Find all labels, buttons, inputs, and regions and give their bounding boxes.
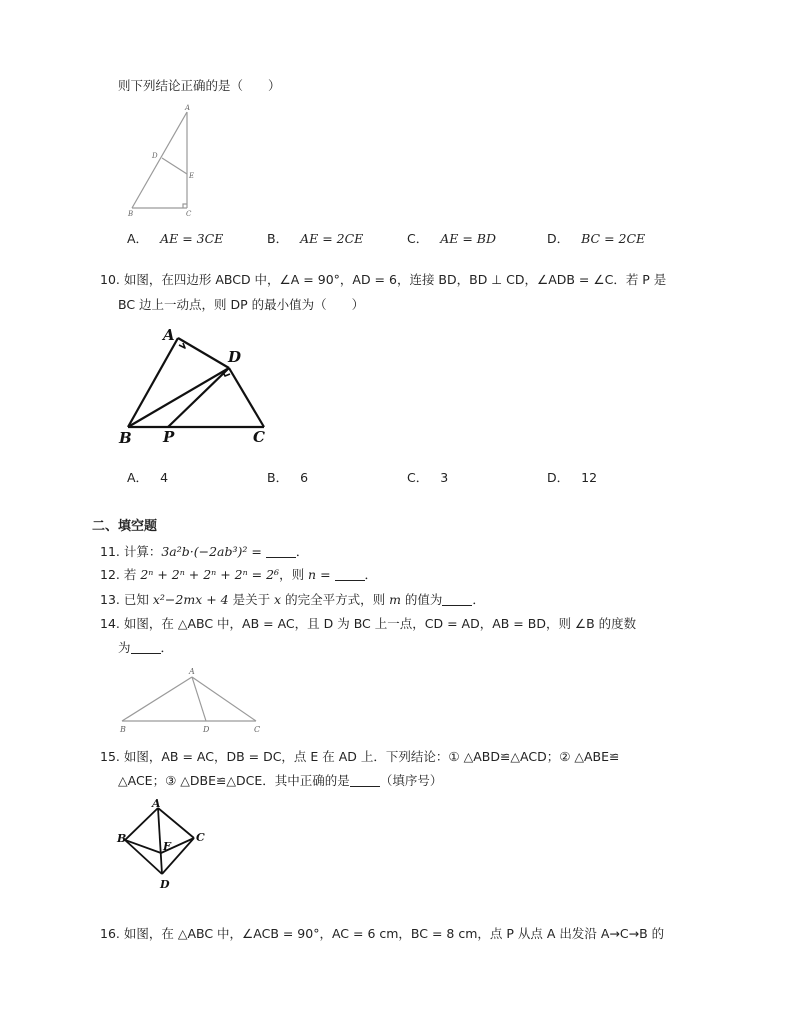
q15-line-bd [125,840,162,874]
q9-stem-tail: 则下列结论正确的是（ ） [118,78,281,93]
q14-blank[interactable] [131,641,161,654]
section-title-fill-in: 二、填空题 [92,519,158,534]
q10-label-a: A [163,326,175,344]
q10-line-dc [229,368,264,427]
q10-line1: 10. 如图，在四边形 ABCD 中，∠A = 90°，AD = 6，连接 BD，BD ⊥ CD，∠ADB = ∠C．若 P 是 [100,272,667,287]
q15-label-b: B [117,832,127,845]
q15-line-be [125,840,161,853]
q15-label-c: C [196,831,205,844]
q10-option-d: D． 12 [547,470,598,485]
q10-line2: BC 边上一动点，则 DP 的最小值为（ ） [118,297,365,312]
q15-label-e: E [163,840,172,853]
q14-line-ab [122,677,192,721]
q9-figure [122,104,208,222]
q15-line-ac [158,808,194,838]
q10-option-a: A． 4 [127,470,169,485]
q9-right-angle-mark [183,204,187,208]
q14-label-a: A [189,667,195,676]
q9-option-d: D． BC = 2CE [547,231,646,246]
q11-expr: 3a²b·(−2ab³)² = [161,544,262,559]
q14-figure [116,664,266,738]
q10-label-d: D [228,348,242,366]
q10-label-c: C [253,428,265,446]
q15-line2: △ACE；③ △DBE≌△DCE．其中正确的是 （填序号） [118,773,443,788]
q9-label-e: E [189,172,195,180]
q10-right-angle-a [179,343,185,348]
q11-suffix: ． [295,544,309,559]
q12: 12. 若 2ⁿ + 2ⁿ + 2ⁿ + 2ⁿ = 2⁶，则 n = ． [100,567,378,582]
q9-line-ab [132,112,187,208]
q10-right-angle-d [223,372,230,376]
q14-label-b: B [120,725,126,734]
q9-label-c: C [186,210,192,218]
q9-label-a: A [185,104,191,112]
q15-figure [114,796,210,894]
q9-label-d: D [152,152,158,160]
q11-prefix: 11. 计算： [100,544,162,559]
q13-expr: x²−2mx + 4 [152,592,229,607]
q14-line1: 14. 如图，在 △ABC 中，AB = AC，且 D 为 BC 上一点，CD = AD，AB = BD，则 ∠B 的度数 [100,616,637,631]
q9-option-b: B． AE = 2CE [267,231,364,246]
q10-figure [116,326,276,448]
q9-label-b: B [128,210,134,218]
q13: 13. 已知 x²−2mx + 4 是关于 x 的完全平方式，则 m 的值为 ． [100,592,485,607]
q9-line-de [162,158,187,174]
q15-line-ab [125,808,158,840]
q10-option-b: B． 6 [267,470,309,485]
q14-line-ad [192,677,206,721]
q15-line-ad [158,808,162,874]
q14-label-d: D [203,725,210,734]
q10-line-ad [178,338,229,368]
q11-blank[interactable] [266,545,296,558]
q9-option-a: A． AE = 3CE [127,231,224,246]
q15-label-a: A [152,797,161,810]
q14-line-ac [192,677,256,721]
q14-line2: 为 ． [118,640,174,655]
q12-expr: 2ⁿ + 2ⁿ + 2ⁿ + 2ⁿ = 2⁶ [140,567,280,582]
q13-blank[interactable] [442,593,472,606]
q15-line1: 15. 如图，AB = AC，DB = DC，点 E 在 AD 上．下列结论：① △ABD≌△ACD；② △ABE≌ [100,749,620,764]
q15-blank[interactable] [350,774,380,787]
q14-label-c: C [254,725,261,734]
q15-label-d: D [160,878,170,891]
q9-option-c: C． AE = BD [407,231,497,246]
q16-line1: 16. 如图，在 △ABC 中，∠ACB = 90°，AC = 6 cm，BC = 8 cm，点 P 从点 A 出发沿 A→C→B 的 [100,926,665,941]
q11 [100,544,308,560]
q10-option-c: C． 3 [407,470,449,485]
q12-blank[interactable] [335,568,365,581]
q10-label-p: P [163,428,175,446]
q10-label-b: B [119,429,132,447]
